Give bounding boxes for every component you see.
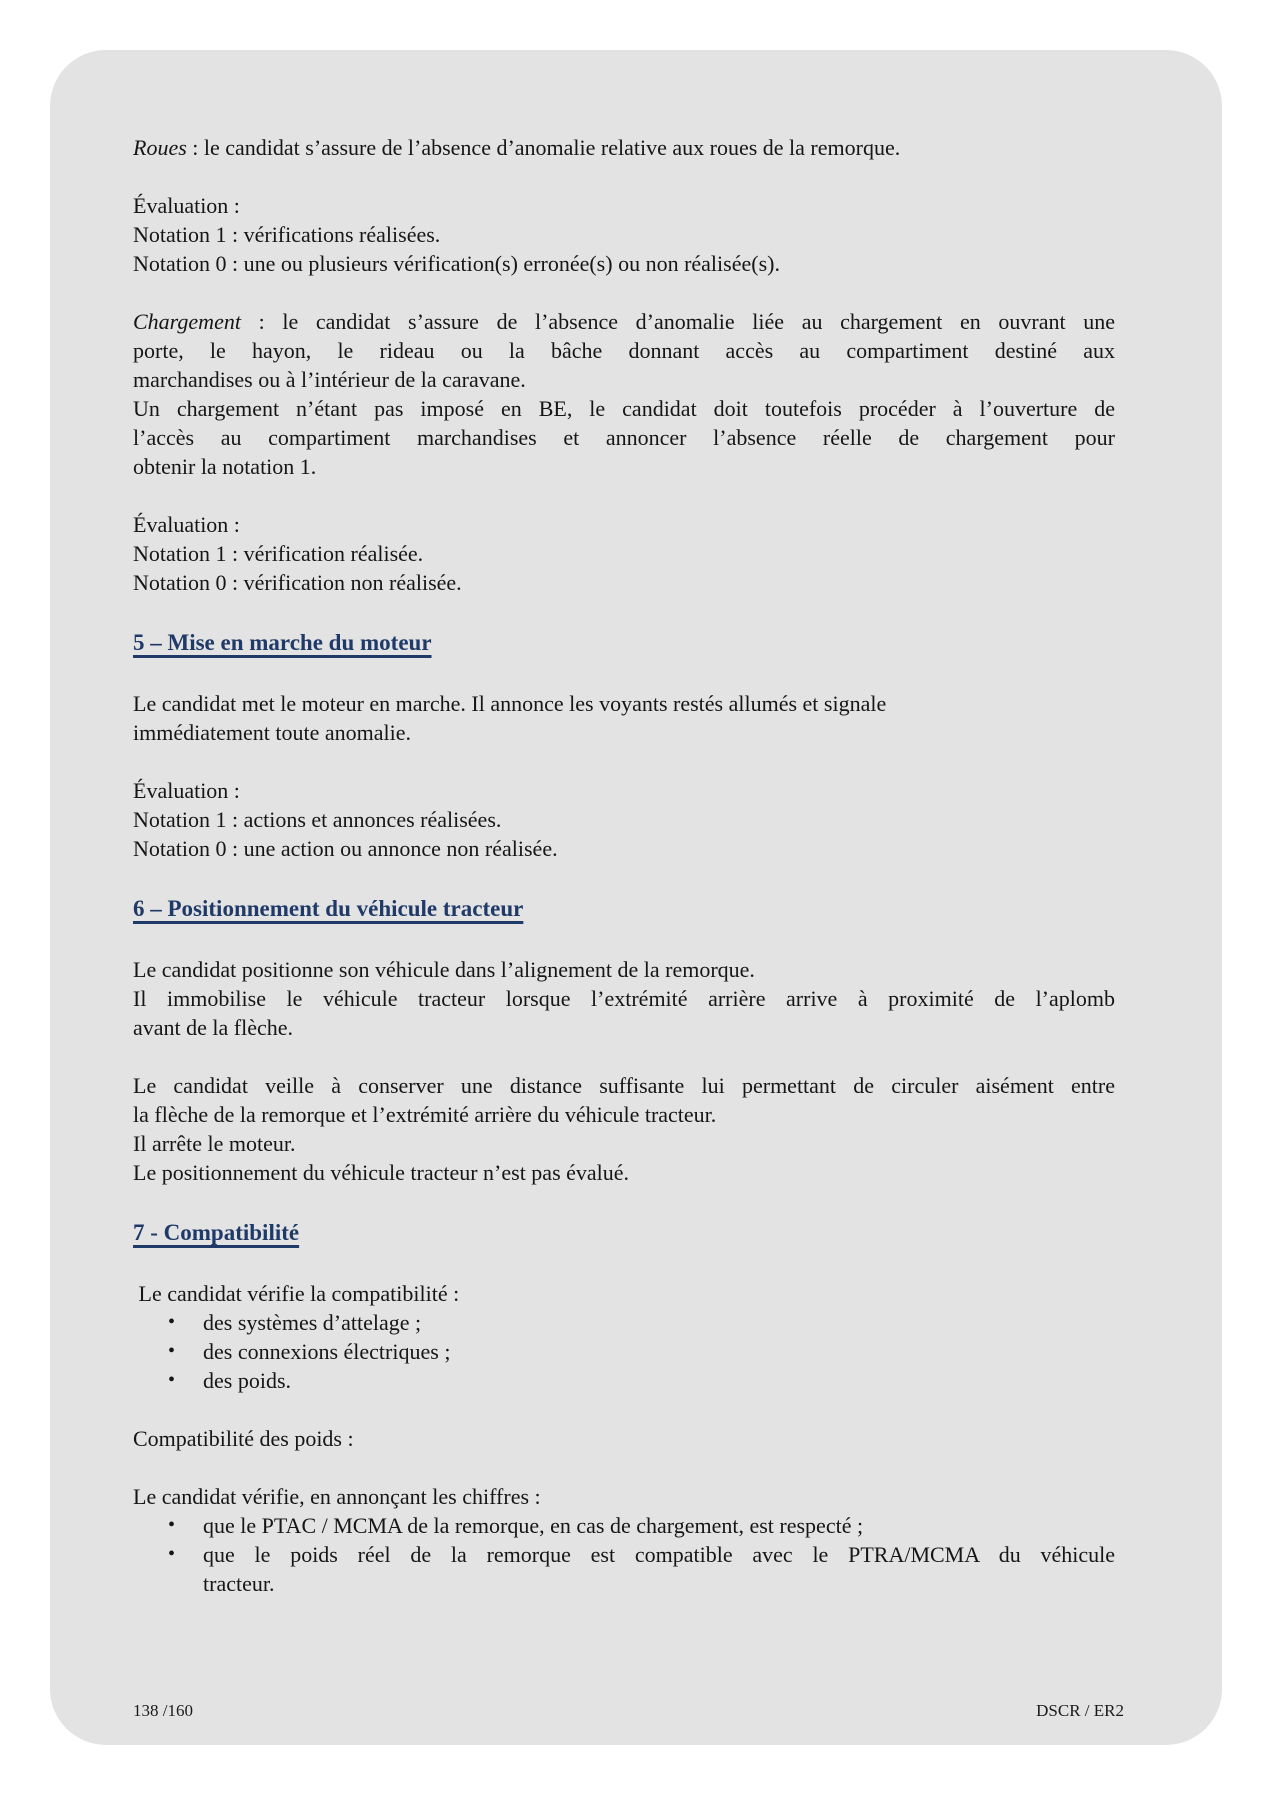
bullet-icon: • xyxy=(168,1311,176,1333)
text-line: Chargement : le candidat s’assure de l’absence d’anomalie liée au chargement en ouvrant une xyxy=(133,309,1115,334)
text-line: Notation 0 : une action ou annonce non réalisée. xyxy=(133,836,558,861)
paragraph-gap xyxy=(133,863,1115,892)
bullet-item xyxy=(133,1511,1115,1540)
section-heading: 6 – Positionnement du véhicule tracteur xyxy=(133,896,524,921)
paragraph-gap xyxy=(133,1187,1115,1216)
paragraph-gap xyxy=(133,278,1115,307)
bullet-icon: • xyxy=(168,1369,176,1391)
text-line: Évaluation : xyxy=(133,778,240,803)
text-line: Il immobilise le véhicule tracteur lorsque l’extrémité arrière arrive à proximité de l’aplomb xyxy=(133,986,1115,1011)
document-page xyxy=(50,50,1222,1745)
text-line: Évaluation : xyxy=(133,193,240,218)
text-line: immédiatement toute anomalie. xyxy=(133,720,411,745)
bullet-icon: • xyxy=(168,1543,176,1565)
text-line: des poids. xyxy=(203,1368,291,1393)
text-line: Notation 0 : vérification non réalisée. xyxy=(133,570,462,595)
paragraph-gap xyxy=(133,926,1115,955)
text-line: Le candidat veille à conserver une distance suffisante lui permettant de circuler aisément entre xyxy=(133,1073,1115,1098)
paragraph-gap xyxy=(133,660,1115,689)
text-line: que le poids réel de la remorque est compatible avec le PTRA/MCMA du véhicule xyxy=(203,1542,1115,1567)
text-line: Le positionnement du véhicule tracteur n’est pas évalué. xyxy=(133,1160,630,1185)
paragraph-gap xyxy=(133,1453,1115,1482)
text-line: des connexions électriques ; xyxy=(203,1339,451,1364)
document-body xyxy=(133,133,1115,1598)
section-heading: 7 - Compatibilité xyxy=(133,1220,300,1245)
bullet-item xyxy=(133,1337,1115,1366)
bullet-text xyxy=(203,1540,1115,1598)
page-footer xyxy=(133,1701,1124,1721)
text-line: Roues : le candidat s’assure de l’absence d’anomalie relative aux roues de la remorque. xyxy=(133,135,901,160)
text-line: Le candidat vérifie la compatibilité : xyxy=(133,1281,460,1306)
text-line: l’accès au compartiment marchandises et annoncer l’absence réelle de chargement pour xyxy=(133,425,1115,450)
text-line: tracteur. xyxy=(203,1571,275,1596)
text-line: des systèmes d’attelage ; xyxy=(203,1310,422,1335)
bullet-item xyxy=(133,1366,1115,1395)
text-line: Le candidat positionne son véhicule dans l’alignement de la remorque. xyxy=(133,957,755,982)
text-line: Le candidat met le moteur en marche. Il annonce les voyants restés allumés et signale xyxy=(133,691,887,716)
text-line: Notation 1 : vérification réalisée. xyxy=(133,541,424,566)
text-line: Un chargement n’étant pas imposé en BE, le candidat doit toutefois procéder à l’ouverture de xyxy=(133,396,1115,421)
text-line: la flèche de la remorque et l’extrémité arrière du véhicule tracteur. xyxy=(133,1102,717,1127)
text-line: avant de la flèche. xyxy=(133,1015,294,1040)
paragraph-gap xyxy=(133,1250,1115,1279)
text-line: obtenir la notation 1. xyxy=(133,454,317,479)
text-line: porte, le hayon, le rideau ou la bâche donnant accès au compartiment destiné aux xyxy=(133,338,1115,363)
bullet-item xyxy=(133,1308,1115,1337)
paragraph-gap xyxy=(133,597,1115,626)
section-heading: 5 – Mise en marche du moteur xyxy=(133,630,432,655)
bullet-text xyxy=(203,1337,1115,1366)
bullet-text xyxy=(203,1366,1115,1395)
paragraph-gap xyxy=(133,1042,1115,1071)
bullet-icon: • xyxy=(168,1514,176,1536)
paragraph-gap xyxy=(133,162,1115,191)
doc-ref: DSCR / ER2 xyxy=(1036,1701,1124,1720)
text-line: Il arrête le moteur. xyxy=(133,1131,296,1156)
bullet-text xyxy=(203,1511,1115,1540)
paragraph-gap xyxy=(133,1395,1115,1424)
bullet-text xyxy=(203,1308,1115,1337)
text-line: Compatibilité des poids : xyxy=(133,1426,354,1451)
text-line: Le candidat vérifie, en annonçant les chiffres : xyxy=(133,1484,541,1509)
page-number: 138 /160 xyxy=(133,1701,193,1720)
text-line: marchandises ou à l’intérieur de la caravane. xyxy=(133,367,526,392)
paragraph-gap xyxy=(133,481,1115,510)
text-line: que le PTAC / MCMA de la remorque, en cas de chargement, est respecté ; xyxy=(203,1513,864,1538)
text-line: Évaluation : xyxy=(133,512,240,537)
paragraph-gap xyxy=(133,747,1115,776)
text-line: Notation 1 : vérifications réalisées. xyxy=(133,222,441,247)
text-line: Notation 0 : une ou plusieurs vérification(s) erronée(s) ou non réalisée(s). xyxy=(133,251,780,276)
bullet-item xyxy=(133,1540,1115,1598)
text-line: Notation 1 : actions et annonces réalisées. xyxy=(133,807,502,832)
bullet-icon: • xyxy=(168,1340,176,1362)
